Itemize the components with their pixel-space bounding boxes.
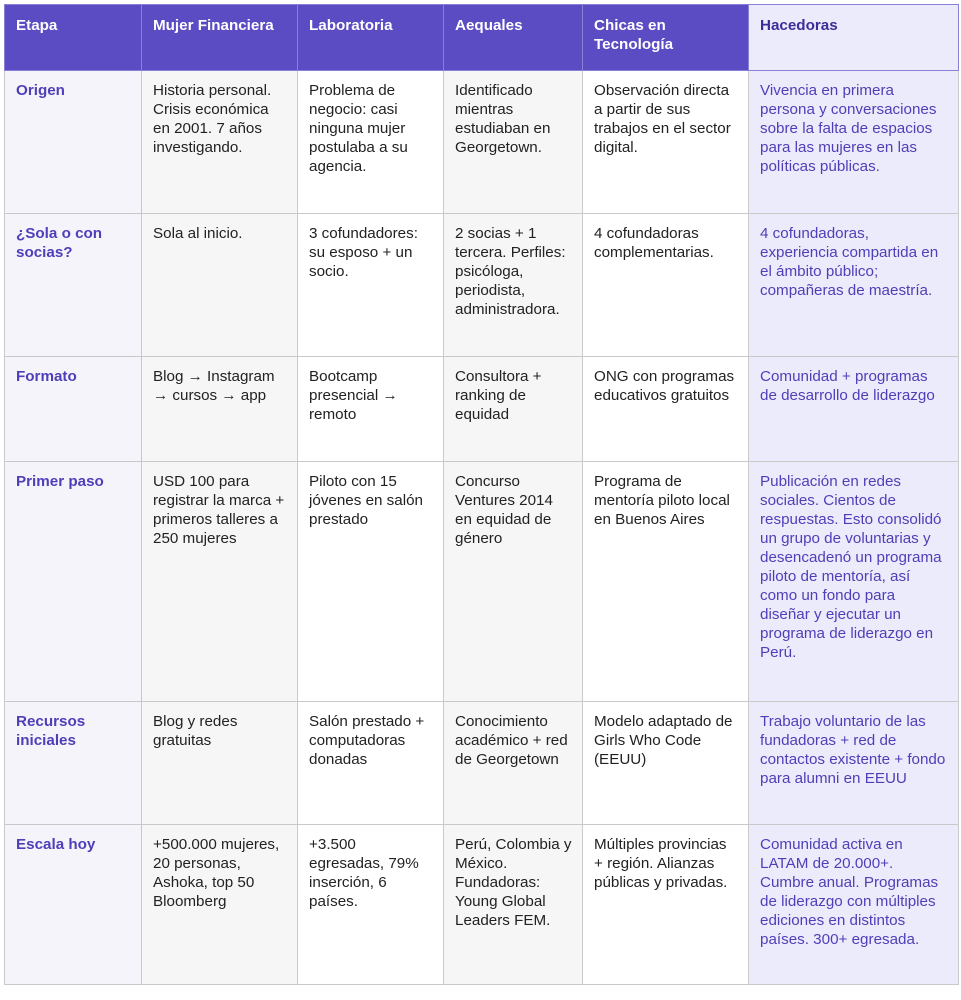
row-stage-label: Origen [5,71,142,214]
header-aequales: Aequales [444,5,583,71]
table-cell: 3 cofundadores: su esposo + un socio. [298,214,444,357]
table-cell: Identificado mientras estudiaban en Georgetown. [444,71,583,214]
table-cell-highlight: Vivencia en primera persona y conversaciones sobre la falta de espacios para las mujeres en las políticas públicas. [749,71,959,214]
table-cell: Conocimiento académico + red de Georgetown [444,702,583,825]
table-cell: Problema de negocio: casi ninguna mujer postulaba a su agencia. [298,71,444,214]
table-cell-highlight: Trabajo voluntario de las fundadoras + red de contactos existente + fondo para alumni en EEUU [749,702,959,825]
table-row-escala-hoy [5,825,959,985]
table-cell: Blog y redes gratuitas [142,702,298,825]
table-cell: Concurso Ventures 2014 en equidad de género [444,462,583,702]
table-cell-highlight: Comunidad activa en LATAM de 20.000+. Cumbre anual. Programas de liderazgo con múltiples ediciones en distintos países. 300+ egresada. [749,825,959,985]
row-stage-label: Escala hoy [5,825,142,985]
table-cell: Blog → Instagram → cursos → app [142,357,298,462]
table-cell: +3.500 egresadas, 79% inserción, 6 países. [298,825,444,985]
table-row-recursos-iniciales [5,702,959,825]
table-cell: +500.000 mujeres, 20 personas, Ashoka, top 50 Bloomberg [142,825,298,985]
table-cell-highlight: Publicación en redes sociales. Cientos de respuestas. Esto consolidó un grupo de voluntarias y desencadenó un programa piloto de mentoría, así como un fondo para diseñar y ejecutar un programa de liderazgo en Perú. [749,462,959,702]
table-cell: Observación directa a partir de sus trabajos en el sector digital. [583,71,749,214]
table-cell: 2 socias + 1 tercera. Perfiles: psicóloga, periodista, administradora. [444,214,583,357]
header-chicas-en-tecnologia: Chicas en Tecnología [583,5,749,71]
table-cell: Piloto con 15 jóvenes en salón prestado [298,462,444,702]
header-etapa: Etapa [5,5,142,71]
row-stage-label: Formato [5,357,142,462]
table-cell: Programa de mentoría piloto local en Buenos Aires [583,462,749,702]
table-cell: Salón prestado + computadoras donadas [298,702,444,825]
table-cell: Múltiples provincias + región. Alianzas públicas y privadas. [583,825,749,985]
table-row-sola-o-con-socias [5,214,959,357]
table-cell: USD 100 para registrar la marca + primeros talleres a 250 mujeres [142,462,298,702]
table-cell: Historia personal. Crisis económica en 2001. 7 años investigando. [142,71,298,214]
table-header-row [5,5,959,71]
row-stage-label: Recursos iniciales [5,702,142,825]
table-row-primer-paso [5,462,959,702]
table-row-formato [5,357,959,462]
table-cell: 4 cofundadoras complementarias. [583,214,749,357]
comparison-table [4,4,959,985]
table-cell: Modelo adaptado de Girls Who Code (EEUU) [583,702,749,825]
row-stage-label: ¿Sola o con socias? [5,214,142,357]
row-stage-label: Primer paso [5,462,142,702]
table-cell: Perú, Colombia y México. Fundadoras: Young Global Leaders FEM. [444,825,583,985]
table-cell: Sola al inicio. [142,214,298,357]
table-cell-highlight: 4 cofundadoras, experiencia compartida en el ámbito público; compañeras de maestría. [749,214,959,357]
header-hacedoras: Hacedoras [749,5,959,71]
table-cell: Bootcamp presencial → remoto [298,357,444,462]
header-mujer-financiera: Mujer Financiera [142,5,298,71]
table-cell: Consultora + ranking de equidad [444,357,583,462]
header-laboratoria: Laboratoria [298,5,444,71]
table-cell-highlight: Comunidad + programas de desarrollo de liderazgo [749,357,959,462]
table-cell: ONG con programas educativos gratuitos [583,357,749,462]
table-row-origen [5,71,959,214]
